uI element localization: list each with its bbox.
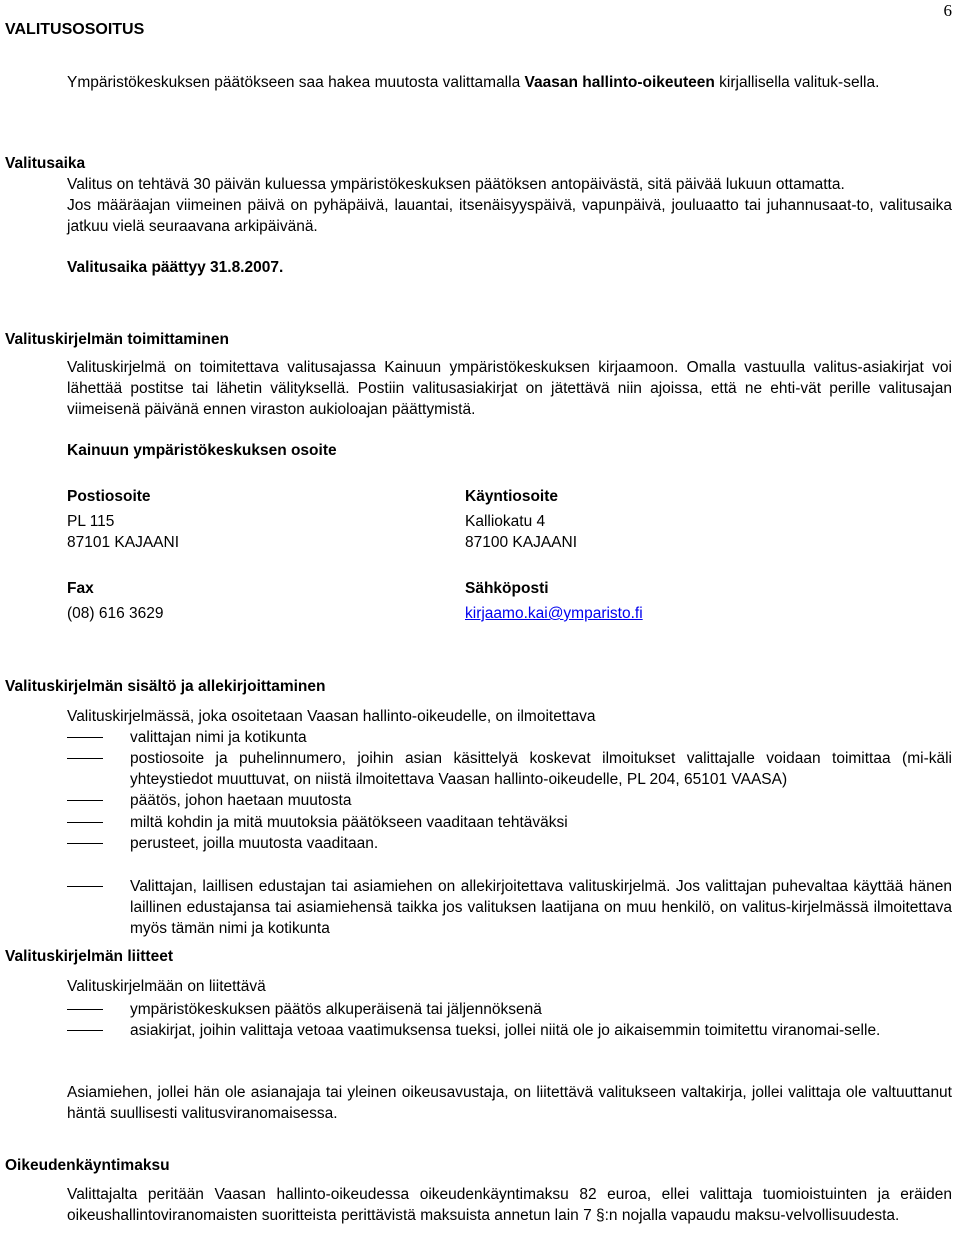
intro-suffix: kirjallisella valituk-sella. <box>714 74 880 91</box>
intro-court: Vaasan hallinto-oikeuteen <box>524 74 715 91</box>
page-number: 6 <box>943 1 952 20</box>
delivery-text: Valituskirjelmä on toimitettava valitusajassa Kainuun ympäristökeskuksen kirjaamoon. Omalla vastuulla valitus-asiakirjat voi lähettää postitse tai lähetin välityksellä. Postiin valitusasiakirjat on jätettävä niin ajoissa, että ne ehti-vät perille valitusajan viimeisenä päivänä ennen viraston aukioloajan päättymistä. <box>67 359 952 418</box>
content-heading: Valituskirjelmän sisältö ja allekirjoittaminen <box>5 678 326 695</box>
attachment-item-text: asiakirjat, joihin valittaja vetoaa vaatimuksensa tueksi, jollei niitä ole jo aikaisemmin toimitettu viranomai-selle. <box>130 1022 881 1039</box>
content-intro: Valituskirjelmässä, joka osoitetaan Vaasan hallinto-oikeudelle, on ilmoitettava <box>67 708 596 725</box>
dash-bullet <box>67 758 103 759</box>
postal-label: Postiosoite <box>67 488 151 505</box>
signature-text: Valittajan, laillisen edustajan tai asiamiehen on allekirjoitettava valituskirjelmä. Jos valittajan puhevaltaa käyttää hänen laillinen edustajansa tai asiamiehensä taikka jos valituksen laatijana on muu henkilö, on valitus-kirjelmässä ilmoitettava myös tämän nimi ja kotikunta <box>130 878 952 937</box>
email-label: Sähköposti <box>465 580 549 597</box>
attachments-heading: Valituskirjelmän liitteet <box>5 948 173 965</box>
attachment-list-item <box>67 1020 952 1041</box>
content-list-item <box>67 790 952 811</box>
dash-bullet <box>67 886 103 887</box>
dash-bullet <box>67 800 103 801</box>
postal-line2: 87101 KAJAANI <box>67 534 180 551</box>
fee-heading: Oikeudenkäyntimaksu <box>5 1157 170 1174</box>
delivery-heading: Valituskirjelmän toimittaminen <box>5 331 229 348</box>
content-item-text: postiosoite ja puhelinnumero, joihin asian käsittelyä koskevat ilmoitukset valittajalle voidaan toimittaa (mi-käli yhteystiedot muuttuvat, on niistä ilmoitettava Vaasan hallinto-oikeudelle, PL 204, 65101 VAASA) <box>130 750 952 788</box>
dash-bullet <box>67 737 103 738</box>
appeal-deadline: Valitusaika päättyy 31.8.2007. <box>67 259 284 276</box>
attachment-item-text: ympäristökeskuksen päätös alkuperäisenä tai jäljennöksenä <box>130 1001 542 1018</box>
fee-text: Valittajalta peritään Vaasan hallinto-oikeudessa oikeudenkäyntimaksu 82 euroa, ellei valittaja tuomioistuinten ja eräiden oikeushallintoviranomaisten suoritteista perittävistä maksuista annetun lain 7 §:n nojalla vapaudu maksu-velvollisuudesta. <box>67 1186 952 1224</box>
appeal-time-line1: Valitus on tehtävä 30 päivän kuluessa ympäristökeskuksen päätöksen antopäivästä, sitä päivää lukuun ottamatta. <box>67 176 845 193</box>
intro-paragraph <box>67 72 952 93</box>
attachments-note: Asiamiehen, jollei hän ole asianajaja tai yleinen oikeusavustaja, on liitettävä valitukseen valtakirja, jollei valittaja ole valtuuttanut häntä suullisesti valitusviranomaisessa. <box>67 1084 952 1122</box>
content-item-text: perusteet, joilla muutosta vaaditaan. <box>130 835 379 852</box>
dash-bullet <box>67 822 103 823</box>
signature-item <box>67 876 952 939</box>
content-item-text: päätös, johon haetaan muutosta <box>130 792 352 809</box>
appeal-time-line2: Jos määräajan viimeinen päivä on pyhäpäivä, lauantai, itsenäisyyspäivä, vapunpäivä, jouluaatto tai juhannusaat-to, valitusaika jatkuu vielä seuraavana arkipäivänä. <box>67 197 952 235</box>
dash-bullet <box>67 1030 103 1031</box>
fax-label: Fax <box>67 580 94 597</box>
appeal-time-heading: Valitusaika <box>5 155 86 172</box>
document-title: VALITUSOSOITUS <box>5 21 145 38</box>
address-heading: Kainuun ympäristökeskuksen osoite <box>67 442 337 459</box>
content-list-item <box>67 833 952 854</box>
dash-bullet <box>67 843 103 844</box>
content-list-item <box>67 748 952 790</box>
attachment-list-item <box>67 999 952 1020</box>
intro-prefix: Ympäristökeskuksen päätökseen saa hakea muutosta valittamalla <box>67 74 525 91</box>
visit-line2: 87100 KAJAANI <box>465 534 578 551</box>
visit-label: Käyntiosoite <box>465 488 559 505</box>
postal-line1: PL 115 <box>67 513 115 530</box>
attachments-intro: Valituskirjelmään on liitettävä <box>67 978 266 995</box>
visit-line1: Kalliokatu 4 <box>465 513 546 530</box>
content-list-item <box>67 727 952 748</box>
email-link[interactable]: kirjaamo.kai@ymparisto.fi <box>465 605 643 622</box>
dash-bullet <box>67 1009 103 1010</box>
content-item-text: miltä kohdin ja mitä muutoksia päätökseen vaaditaan tehtäväksi <box>130 814 568 831</box>
content-item-text: valittajan nimi ja kotikunta <box>130 729 307 746</box>
content-list-item <box>67 812 952 833</box>
fax-number: (08) 616 3629 <box>67 605 164 622</box>
